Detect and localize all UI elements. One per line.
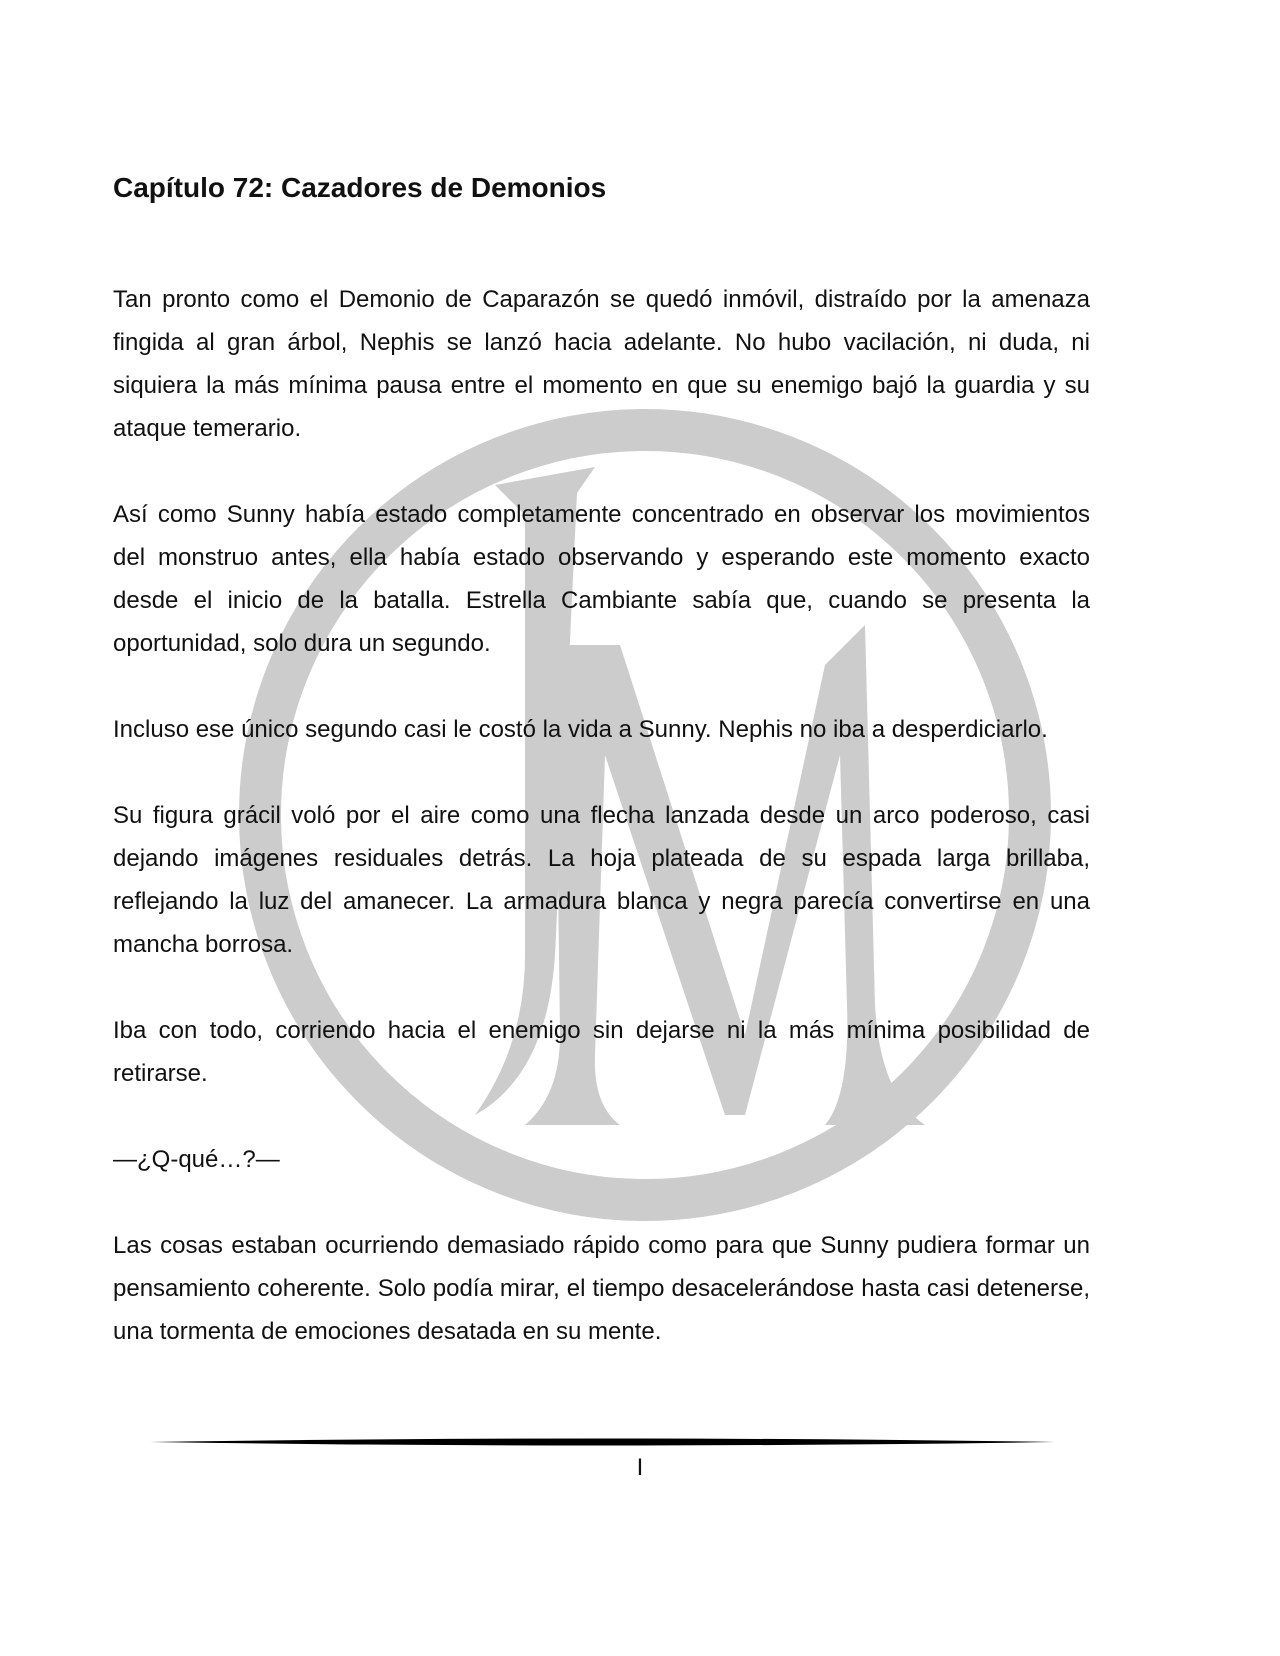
paragraph: Su figura grácil voló por el aire como una flecha lanzada desde un arco poderoso, casi dejando imágenes residuales detrás. La hoja plateada de su espada larga brillaba, reflejando la luz del amanecer. La armadura blanca y negra parecía convertirse en una mancha borrosa. — [113, 802, 1090, 959]
footer-divider — [150, 1437, 1055, 1447]
chapter-title: Capítulo 72: Cazadores de Demonios — [113, 172, 607, 203]
document-body — [113, 170, 1090, 1396]
dialogue-line: —¿Q-qué…?— — [113, 1146, 280, 1174]
page-number: I — [636, 1454, 644, 1481]
paragraph: Incluso ese único segundo casi le costó la vida a Sunny. Nephis no iba a desperdiciarlo. — [113, 716, 1048, 744]
paragraph: Así como Sunny había estado completamente concentrado en observar los movimientos del monstruo antes, ella había estado observando y esperando este momento exacto desde el inicio de la batalla. Estrella Cambiante sabía que, cuando se presenta la oportunidad, solo dura un segundo. — [113, 501, 1090, 658]
paragraph: Iba con todo, corriendo hacia el enemigo sin dejarse ni la más mínima posibilidad de retirarse. — [113, 1017, 1090, 1088]
paragraph: Las cosas estaban ocurriendo demasiado rápido como para que Sunny pudiera formar un pensamiento coherente. Solo podía mirar, el tiempo desacelerándose hasta casi detenerse, una tormenta de emociones desatada en su mente. — [113, 1232, 1090, 1346]
paragraph: Tan pronto como el Demonio de Caparazón se quedó inmóvil, distraído por la amenaza fingida al gran árbol, Nephis se lanzó hacia adelante. No hubo vacilación, ni duda, ni siquiera la más mínima pausa entre el momento en que su enemigo bajó la guardia y su ataque temerario. — [113, 286, 1090, 443]
